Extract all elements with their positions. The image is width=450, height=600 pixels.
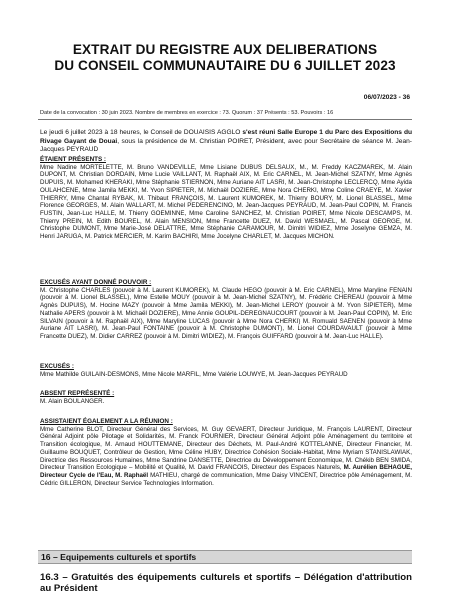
excuses-list: Mme Mathilde GUILAIN-DESMONS, Mme Nicole MARFIL, Mme Valérie LOUWYE, M. Jean-Jacques PEYRAUD xyxy=(40,370,348,378)
assistaient-section xyxy=(40,418,412,487)
title-line-2: DU CONSEIL COMMUNAUTAIRE DU 6 JUILLET 2023 xyxy=(54,58,396,73)
document-title xyxy=(38,42,412,74)
deliberation-subtitle: 16.3 – Gratuités des équipements culturels et sportifs – Délégation d'attribution au Président xyxy=(40,572,412,595)
intro-part-3: , sous la présidence de M. Christian POIRET, Président, avec pour Secrétaire de séance M. Jean-Jacques PEYRAUD xyxy=(40,137,413,154)
presents-section xyxy=(40,156,412,241)
intro-paragraph xyxy=(40,129,412,155)
absent-section xyxy=(40,390,412,405)
convocation-info: Date de la convocation : 30 juin 2023. Nombre de membres en exercice : 73. Quorum : 37 Présents : 53. Pouvoirs : 16 xyxy=(40,110,334,116)
excuses-pouvoir-heading: EXCUSÉS AYANT DONNÉ POUVOIR : xyxy=(40,279,152,286)
presents-heading: ÉTAIENT PRÉSENTS : xyxy=(40,156,107,163)
assistaient-part-1: Mme Catherine BLOT, Directeur Général des Services, M. Guy GEVAERT, Directeur Juridique, M. François LAURENT, Directeur Général Adjoint pôle Pilotage et Solidarités, M. Franck FOURNIER, Directeur Général Adjoint pôle Aménagement du territoire et Transition écologique, M. Arnaud HOUTTEMANE, Directeur des Déchets, M. Paul-André KOTTELANNE, Directeur Financier, M. Guillaume BOUQUET, Contrôleur de Gestion, Mme Céline HUBY, Directrice Cohésion Sociale-Habitat, Mme Myriam STANISLAWIAK, Directrice des Ressources Humaines, Mme Sandrine DANSETTE, Directrice du Développement Economique, M. Chékib BEN SMIDA, Directeur Transition Ecologique – Mobilité et Qualité, M. David FRANCOIS, Directeur des Espaces Naturels, xyxy=(40,425,412,472)
presents-list: Mme Nadine MORTELETTE, M. Bruno VANDEVILLE, Mme Lisiane DUBUS DELSAUX, M., M. Freddy KACZMAREK, M. Alain DUPONT, M. Christian DORDAIN, Mme Lucie VAILLANT, M. Raphaël AIX, M. Eric CARNEL, M. Jean-Michel SZATNY, Mme Agnès DUPUIS, M. Mohamed KHERAKI, Mme Stéphanie STIERNON, Mme Auriane AIT LASRI, M. Jean-Christophe LECLERCQ, Mme Ayida OULAHCENE, Mme Jamila MEKKI, M. Yvon SIPIETER, M. Michaël DOZIERE, Mme Nora CHERKI, Mme Coline CRAEYE, M. Xavier THIERRY, Mme Chantal RYBAK, M. Thibaut FRANÇOIS, M. Laurent KUMOREK, M. Thierry BOURY, M. Lionel BLASSEL, Mme Florence GEORGES, M. Alain WALLART, M. Michel PEDERENCINO, M. Jean-Jacques PEYRAUD, M. Jean-Paul COPIN, M. Francis FUSTIN, Jean-Luc HALLE, M. Thierry GOEMINNE, Mme Caroline SANCHEZ, M. Christian POIRET, Mme Nicole DESCAMPS, M. Thierry PREIN, M. Edith BOUREL, M. Alain MENSION, Mme Francette DUEZ, M. David WESMAEL, M. Pascal GEORGE, M. Christophe DUMONT, Mme Marie-José DELATTRE, Mme Stéphanie CARAMOUR, M. Dimitri WIDIEZ, Mme Joselyne GEMZA, M. Henri JARUGA, M. Patrick MERCIER, M. Karim BACHIRI, Mme Jocelyne CHARLET, M. Jacques MICHON. xyxy=(40,163,412,241)
section-bar: 16 – Equipements culturels et sportifs xyxy=(38,550,412,564)
excuses-heading: EXCUSÉS : xyxy=(40,363,74,370)
excuses-pouvoir-list: M. Christophe CHARLES (pouvoir à M. Laurent KUMOREK), M. Claude HEGO (pouvoir à M. Eric CARNEL), Mme Maryline FENAIN (pouvoir à M. Lionel BLASSEL), Mme Estelle MOUY (pouvoir à M. Jean-Michel SZATNY), M. Frédéric CHEREAU (pouvoir à Mme Agnès DUPUIS), M. Hocine MAZY (pouvoir à Mme Jamila MEKKI), M. Jean-Michel LEROY (pouvoir à M. Yvon SIPIETER), Mme Nathalie APERS (pouvoir à M. Michaël DOZIERE), Mme Annie GOUPIL-DEREGNAUCOURT (pouvoir à M. Jean-Paul COPIN), M. Eric SILVAIN (pouvoir à M. Raphaël AIX), Mme Maryline LUCAS (pouvoir à Mme Nora CHERKI) M. Romuald SAENEN (pouvoir à Mme Auriane AIT LASRI), M. Jean-Paul FONTAINE (pouvoir à M. Christophe DUMONT), M. Lionel COURDAVAULT (pouvoir à Mme Francette DUEZ), M. Didier CARREZ (pouvoir à M. Dimitri WIDIEZ), M. François GUIFFARD (pouvoir à M. Jean-Luc HALLE). xyxy=(40,286,412,340)
header-divider xyxy=(38,119,412,120)
assistaient-bold: M. Aurélien BEHAGUE, Directeur Cycle de l'Eau, M. Raphaël xyxy=(40,464,413,479)
absent-heading: ABSENT REPRÉSENTÉ : xyxy=(40,390,115,397)
deliberation-reference: 06/07/2023 - 36 xyxy=(363,94,410,101)
assistaient-heading: ASSISTAIENT ÉGALEMENT A LA RÉUNION : xyxy=(40,418,173,425)
title-line-1: EXTRAIT DU REGISTRE AUX DELIBERATIONS xyxy=(72,42,378,57)
assistaient-part-2: MATHIEU, chargé de communication, Mme Daisy VINCENT, Directrice pôle Aménagement, M. Cédric GILLERON, Directeur Service Technologies Information. xyxy=(40,471,412,487)
intro-location: s'est réuni Salle Europe 1 du Parc des Expositions du Rivage Gayant de Douai xyxy=(40,129,412,145)
assistaient-list xyxy=(40,426,412,488)
excuses-section xyxy=(40,363,412,378)
intro-part-1: Le jeudi 6 juillet 2023 à 18 heures, le Conseil de DOUAISIS AGGLO xyxy=(40,129,243,136)
excuses-pouvoir-section xyxy=(40,279,412,341)
absent-list: M. Alain BOULANGER. xyxy=(40,397,105,405)
